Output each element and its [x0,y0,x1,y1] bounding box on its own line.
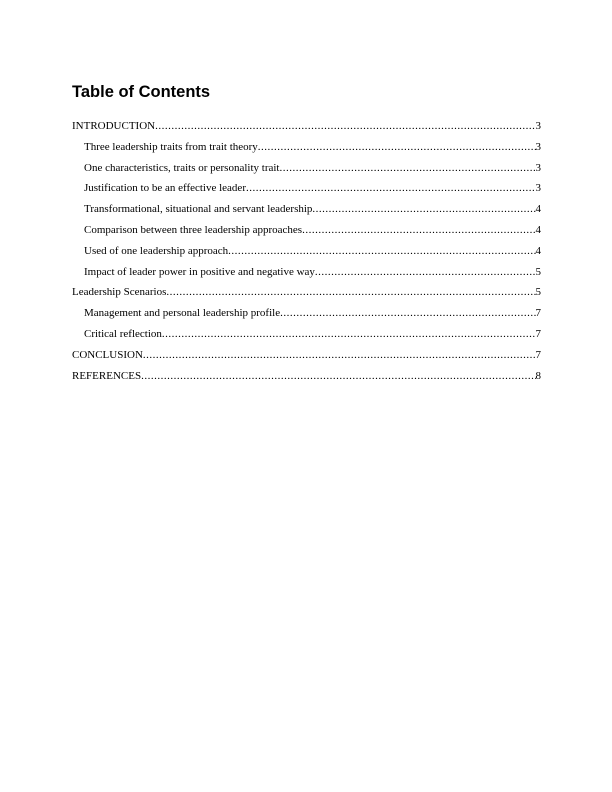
toc-entry-page-number: 8 [535,369,541,382]
toc-entry-impact-of-leader-power[interactable] [72,262,541,283]
dot-leader [302,220,535,241]
toc-entry-page-number: 5 [535,265,541,278]
toc-entry-label: Justification to be an effective leader [84,182,246,195]
toc-entry-comparison[interactable] [72,220,541,241]
toc-entry-critical-reflection[interactable] [72,324,541,345]
toc-entry-page-number: 3 [535,161,541,174]
toc-entry-references[interactable] [72,366,541,387]
dot-leader [162,324,536,345]
toc-entry-page-number: 5 [535,286,541,299]
toc-entry-label: Used of one leadership approach [84,244,229,257]
dot-leader [312,199,535,220]
toc-entry-page-number: 3 [535,120,541,132]
dot-leader [155,116,535,137]
dot-leader [279,158,535,179]
toc-entry-page-number: 3 [535,140,541,153]
toc-entry-management-profile[interactable] [72,303,541,324]
toc-entry-page-number: 7 [535,307,541,320]
toc-entry-label: Three leadership traits from trait theory [84,140,258,153]
toc-entry-label: Leadership Scenarios [72,286,167,299]
toc-entry-transformational[interactable] [72,199,541,220]
toc-entry-page-number: 4 [535,203,541,216]
toc-entry-page-number: 4 [535,223,541,236]
dot-leader [315,262,536,283]
toc-entry-page-number: 4 [535,244,541,257]
toc-entry-label: CONCLUSION [72,348,143,361]
toc-entry-conclusion[interactable] [72,345,541,366]
dot-leader [258,137,536,158]
toc-entry-label: One characteristics, traits or personality trait [84,161,280,174]
toc-entry-three-leadership-traits[interactable] [72,137,541,158]
toc-entry-label: Critical reflection [84,327,162,340]
toc-entry-used-of-one-approach[interactable] [72,241,541,262]
dot-leader [280,303,535,324]
toc-entry-introduction[interactable] [72,116,541,137]
dot-leader [246,178,536,199]
dot-leader [141,366,535,387]
dot-leader [166,282,535,303]
toc-list [72,116,541,386]
toc-entry-justification[interactable] [72,178,541,199]
toc-entry-label: Management and personal leadership profile [84,307,281,320]
dot-leader [228,241,535,262]
toc-entry-label: Impact of leader power in positive and negative way [84,265,315,278]
toc-entry-label: INTRODUCTION [72,120,156,132]
toc-entry-page-number: 7 [535,348,541,361]
toc-entry-label: REFERENCES [72,369,142,382]
toc-entry-label: Comparison between three leadership approaches [84,223,303,236]
toc-entry-one-characteristics[interactable] [72,158,541,179]
dot-leader [143,345,536,366]
toc-entry-leadership-scenarios[interactable] [72,282,541,303]
toc-entry-page-number: 3 [535,182,541,195]
toc-heading: Table of Contents [72,83,211,101]
toc-entry-page-number: 7 [535,327,541,340]
toc-entry-label: Transformational, situational and servant leadership [84,203,313,216]
